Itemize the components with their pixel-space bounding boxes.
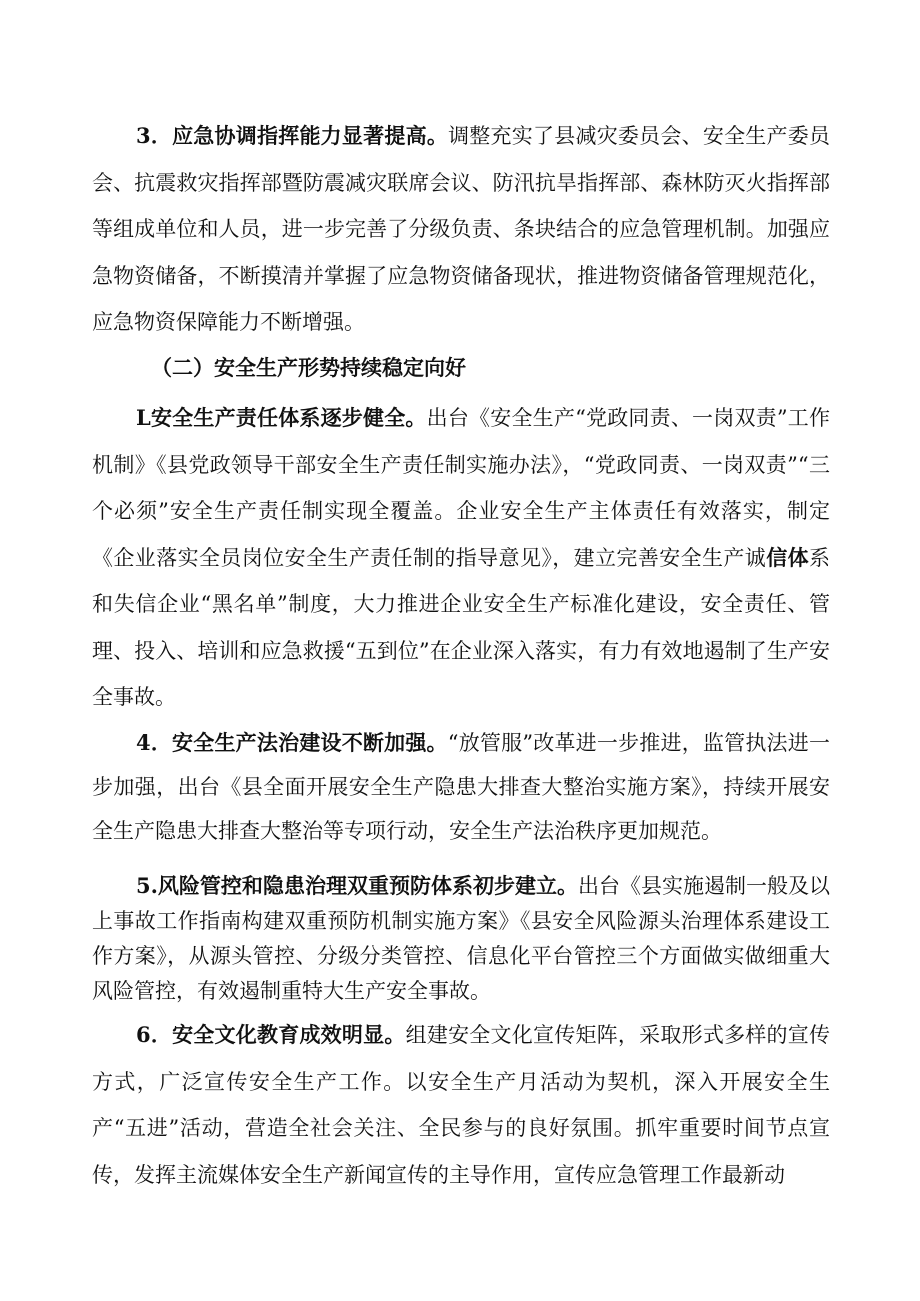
paragraph-body-b: 系和失信企业“黑名单”制度，大力推进企业安全生产标准化建设，安全责任、管理、投入、培训和应急救援“五到位”在企业深入落实，有力有效地遏制了生产安全事故。: [92, 545, 830, 709]
paragraph-lead: 6．安全文化教育成效明显。: [136, 1022, 406, 1047]
paragraph-lead: 5.风险管控和隐患治理双重预防体系初步建立。: [136, 873, 578, 898]
paragraph-body: 出台《县实施遏制一般及以上事故工作指南构建双重预防机制实施方案》《县安全风险源头治理体系建设工作方案》，从源头管控、分级分类管控、信息化平台管控三个方面做实做细重大风险管控，有效遏制重特大生产安全事故。: [92, 874, 831, 1003]
paragraph-body: 组建安全文化宣传矩阵，采取形式多样的宣传方式，广泛宣传安全生产工作。以安全生产月活动为契机，深入开展安全生产“五进”活动，营造全社会关注、全民参与的良好氛围。抓牢重要时间节点宣传，发挥主流媒体安全生产新闻宣传的主导作用，宣传应急管理工作最新动: [92, 1023, 830, 1187]
paragraph-responsibility-system: [92, 395, 830, 721]
paragraph-body-a: 出台《安全生产“党政同责、一岗双责”工作机制》《县党政领导干部安全生产责任制实施办法》，“党政同责、一岗双责”“三个必须”安全生产责任制实现全覆盖。企业安全生产主体责任有效落实，制定《企业落实全员岗位安全生产责任制的指导意见》，建立完善安全生产诚: [92, 406, 830, 570]
paragraph-emergency-command: [92, 113, 830, 346]
paragraph-safety-culture: [92, 1012, 830, 1198]
paragraph-rule-of-law: [92, 721, 830, 853]
paragraph-body: 调整充实了县减灾委员会、安全生产委员会、抗震救灾指挥部暨防震减灾联席会议、防汛抗旱指挥部、森林防灭火指挥部等组成单位和人员，进一步完善了分级负责、条块结合的应急管理机制。加强应急物资储备，不断摸清并掌握了应急物资储备现状，推进物资储备管理规范化，应急物资保障能力不断增强。: [92, 124, 830, 334]
paragraph-lead: 4．安全生产法治建设不断加强。: [136, 730, 448, 755]
paragraph-bold-inline: 信体: [766, 544, 809, 570]
paragraph-lead: 3．应急协调指挥能力显著提高。: [136, 123, 449, 148]
paragraph-lead: L安全生产责任体系逐步健全。: [136, 405, 427, 430]
section-heading: （二）安全生产形势持续稳定向好: [151, 355, 466, 380]
paragraph-body: “放管服”改革进一步推进，监管执法进一步加强，出台《县全面开展安全生产隐患大排查大整治实施方案》，持续开展安全生产隐患大排查大整治等专项行动，安全生产法治秩序更加规范。: [92, 731, 830, 843]
paragraph-dual-prevention: [92, 868, 830, 1009]
